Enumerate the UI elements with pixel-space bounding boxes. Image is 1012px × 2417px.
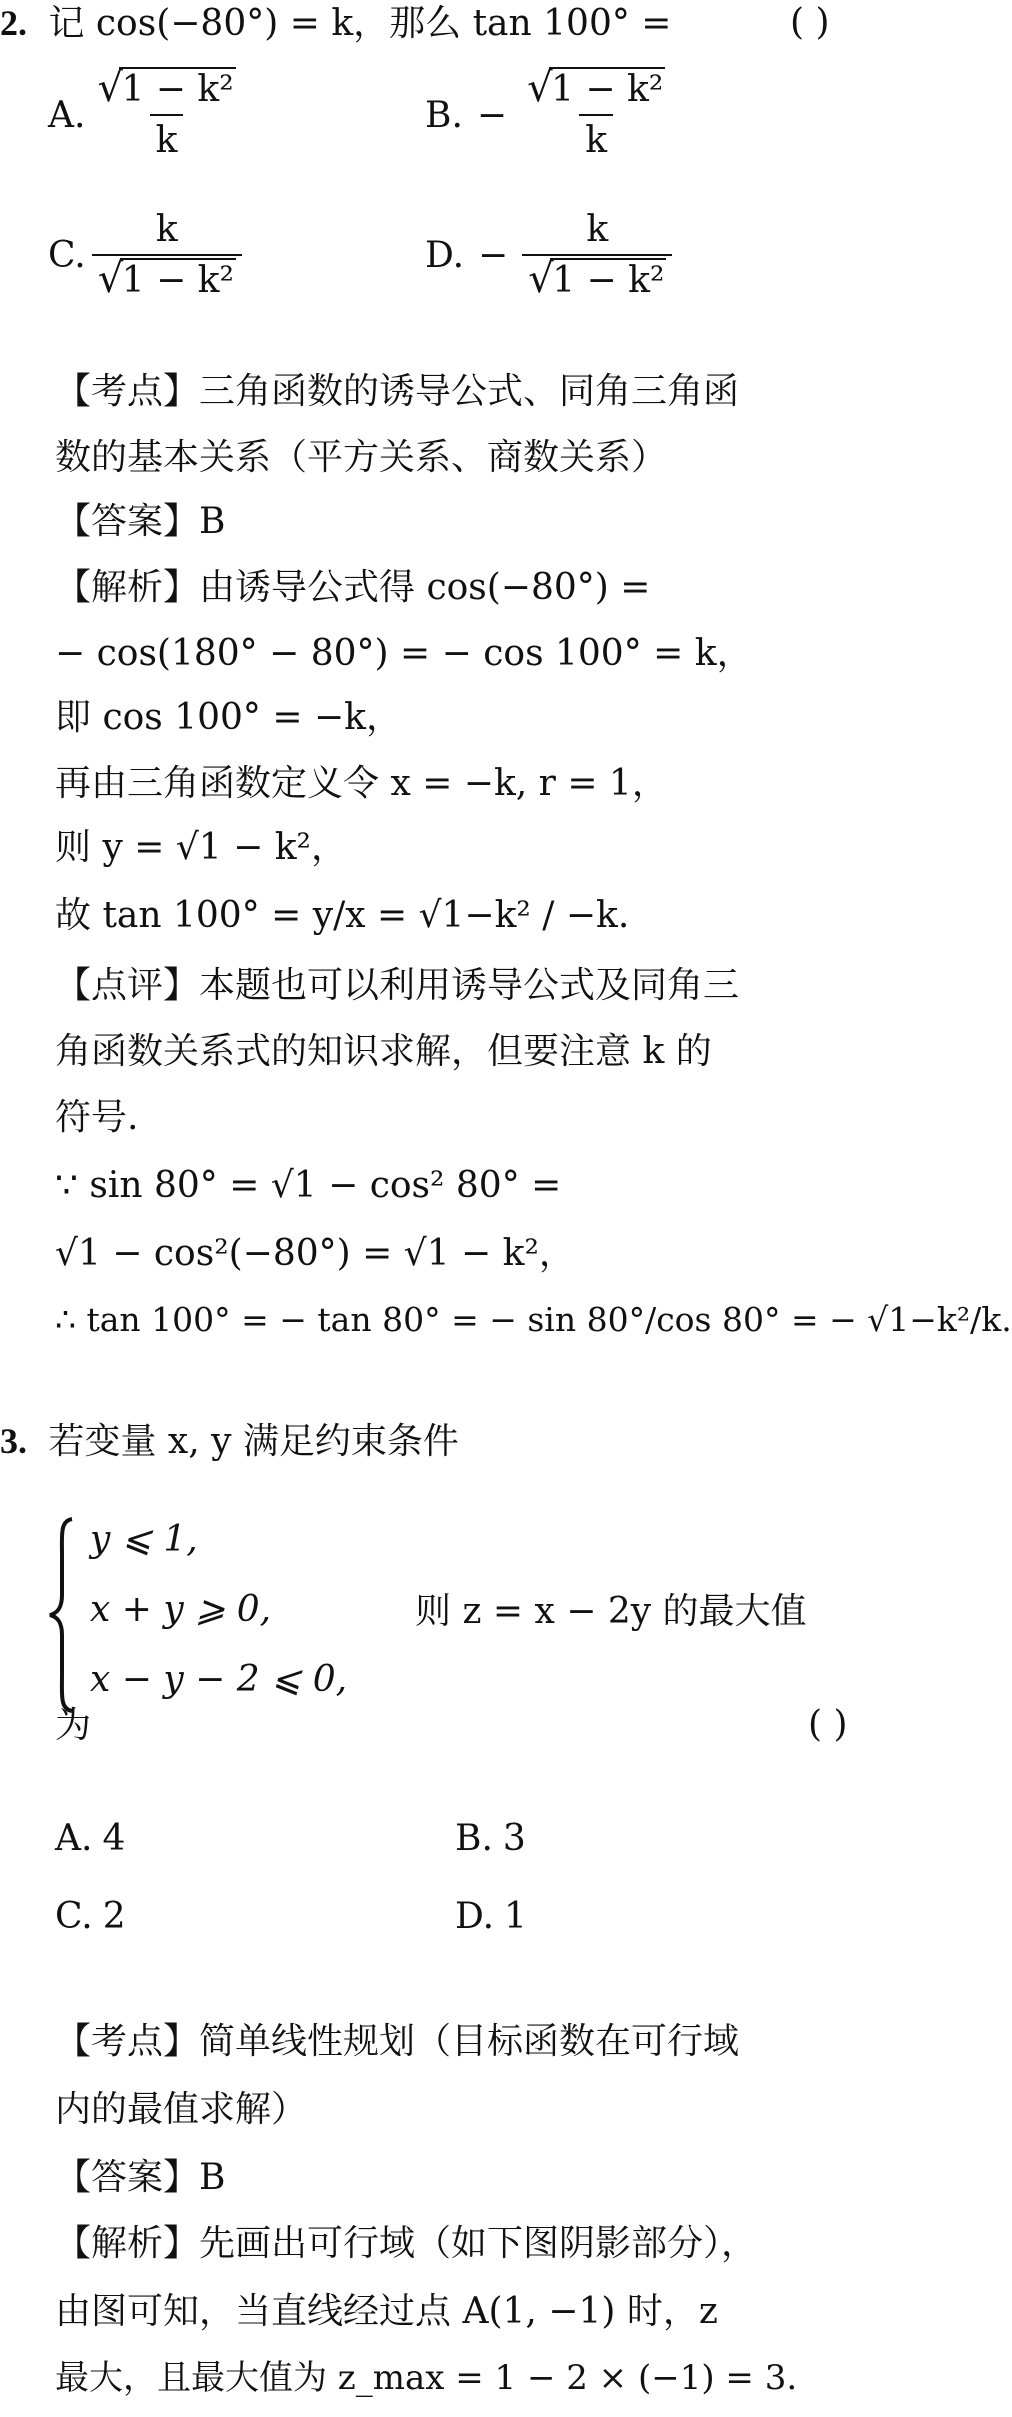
- q2-answer-line: 【答案】B: [55, 501, 226, 542]
- choice-value: 4: [102, 1818, 126, 1859]
- denominator: k: [150, 114, 184, 161]
- q2-analysis-line1: 【解析】由诱导公式得 cos(−80°) =: [55, 567, 651, 608]
- q2-choice-b[interactable]: [425, 60, 677, 170]
- q3-kaodian-line1: 【考点】简单线性规划（目标函数在可行域: [55, 2021, 740, 2062]
- numerator: k: [586, 209, 609, 250]
- choice-label: A.: [48, 94, 86, 136]
- q3-analysis-line1: 【解析】先画出可行域（如下图阴影部分），: [55, 2223, 758, 2264]
- q2-kaodian-line2: 数的基本关系（平方关系、商数关系）: [55, 437, 668, 478]
- q2-number: 2.: [0, 3, 27, 43]
- q3-objective: 则 z = x − 2y 的最大值: [415, 1591, 807, 1632]
- q2-comment-line5: √1 − cos²(−80°) = √1 − k²，: [55, 1233, 575, 1274]
- q3-analysis-line3: 最大，且最大值为 z_max = 1 − 2 × (−1) = 3.: [55, 2358, 798, 2398]
- sqrt-radicand: 1 − k²: [121, 69, 234, 110]
- q2-analysis-line2: − cos(180° − 80°) = − cos 100° = k，: [55, 633, 753, 674]
- fraction: [91, 69, 241, 161]
- choice-label: B.: [425, 94, 463, 136]
- fraction: [522, 209, 672, 301]
- q2-choice-a[interactable]: [48, 60, 248, 170]
- constraint-2: x + y ⩾ 0,: [90, 1589, 272, 1630]
- q2-answer-paren: ( ): [790, 2, 830, 43]
- q3-answer-line: 【答案】B: [55, 2157, 226, 2198]
- q3-header: [0, 1420, 459, 1463]
- choice-value: 3: [502, 1818, 526, 1859]
- fraction: [92, 209, 242, 301]
- fraction: [521, 69, 671, 161]
- denominator: k: [579, 114, 613, 161]
- q2-header: [0, 2, 671, 45]
- q2-comment-line4: ∵ sin 80° = √1 − cos² 80° =: [55, 1165, 562, 1206]
- q2-comment-line2: 角函数关系式的知识求解，但要注意 k 的: [55, 1031, 712, 1072]
- q3-number: 3.: [0, 1421, 27, 1461]
- q2-analysis-line3: 即 cos 100° = −k，: [55, 697, 402, 738]
- q2-choice-d[interactable]: [425, 200, 678, 310]
- q2-choice-c[interactable]: [48, 200, 248, 310]
- numerator: k: [155, 209, 178, 250]
- q3-stem: 若变量 x, y 满足约束条件: [48, 1421, 459, 1462]
- q2-kaodian-line1: 【考点】三角函数的诱导公式、同角三角函: [55, 371, 740, 412]
- q3-answer-paren: ( ): [808, 1704, 848, 1745]
- choice-label: C.: [55, 1896, 93, 1937]
- left-brace-icon: [48, 1515, 78, 1715]
- choice-label: D.: [455, 1896, 495, 1937]
- q2-comment-line3: 符号.: [55, 1097, 139, 1138]
- sqrt-radicand: 1 − k²: [551, 69, 664, 110]
- choice-label: B.: [455, 1818, 493, 1859]
- q3-choice-d[interactable]: [455, 1896, 527, 1937]
- minus-sign: −: [476, 94, 508, 136]
- q3-choice-a[interactable]: [55, 1818, 125, 1859]
- q2-analysis-line4: 再由三角函数定义令 x = −k, r = 1，: [55, 763, 668, 804]
- choice-value: 2: [102, 1896, 126, 1937]
- q3-choice-b[interactable]: [455, 1818, 526, 1859]
- sqrt-radicand: 1 − k²: [121, 260, 234, 301]
- q2-stem: 记 cos(−80°) = k，那么 tan 100° =: [48, 3, 672, 44]
- sqrt-radicand: 1 − k²: [552, 260, 665, 301]
- q3-wei: 为: [55, 1705, 92, 1746]
- q3-kaodian-line2: 内的最值求解）: [55, 2089, 308, 2130]
- minus-sign: −: [478, 234, 509, 276]
- constraint-3: x − y − 2 ⩽ 0,: [90, 1659, 348, 1700]
- q3-analysis-line2: 由图可知，当直线经过点 A(1, −1) 时，z: [55, 2291, 718, 2332]
- choice-value: 1: [504, 1896, 527, 1937]
- q2-analysis-line6: 故 tan 100° = y/x = √1−k² / −k.: [55, 895, 630, 936]
- q3-choice-c[interactable]: [55, 1896, 126, 1937]
- constraint-1: y ⩽ 1,: [90, 1519, 198, 1560]
- choice-label: A.: [55, 1818, 93, 1859]
- choice-label: C.: [48, 234, 86, 276]
- q2-comment-line6: ∴ tan 100° = − tan 80° = − sin 80°/cos 80° = − √1−k²/k.: [55, 1300, 1012, 1339]
- q2-analysis-line5: 则 y = √1 − k²，: [55, 827, 347, 868]
- q2-comment-line1: 【点评】本题也可以利用诱导公式及同角三: [55, 965, 740, 1006]
- choice-label: D.: [425, 234, 465, 276]
